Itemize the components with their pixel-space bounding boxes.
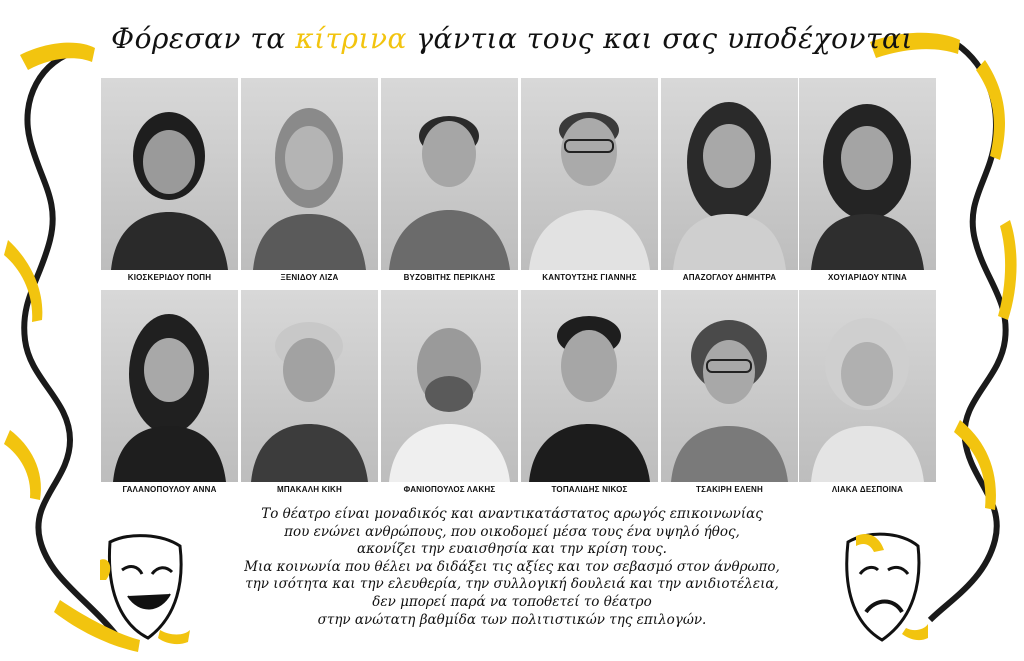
person-photo bbox=[799, 290, 936, 482]
tragedy-mask-icon bbox=[836, 528, 928, 646]
portrait-icon bbox=[521, 290, 658, 482]
person-card bbox=[661, 78, 798, 282]
person-name: ΒΥΖΟΒΙΤΗΣ ΠΕΡΙΚΛΗΣ bbox=[403, 273, 496, 282]
person-card bbox=[241, 290, 378, 494]
comedy-mask-icon bbox=[100, 530, 190, 645]
portrait-icon bbox=[381, 290, 518, 482]
person-photo bbox=[101, 78, 238, 270]
person-photo bbox=[241, 290, 378, 482]
person-card bbox=[521, 78, 658, 282]
person-card bbox=[241, 78, 378, 282]
ribbon-left-yellow-low bbox=[4, 430, 41, 500]
quote-line: δεν μπορεί παρά να τοποθετεί το θέατρο bbox=[372, 593, 652, 610]
portrait-icon bbox=[799, 78, 936, 270]
title-after: γάντια τους και σας υποδέχονται bbox=[416, 22, 913, 55]
person-name: ΦΑΝΙΟΠΟΥΛΟΣ ΛΑΚΗΣ bbox=[403, 485, 496, 494]
person-photo bbox=[521, 78, 658, 270]
quote-line: Μια κοινωνία που θέλει να διδάξει τις αξίες και τον σεβασμό στον άνθρωπο, bbox=[244, 558, 780, 575]
person-photo bbox=[521, 290, 658, 482]
quote-text bbox=[190, 506, 834, 629]
quote-line: Το θέατρο είναι μοναδικός και αναντικατάστατος αρωγός επικοινωνίας bbox=[261, 506, 763, 522]
people-grid bbox=[101, 78, 936, 498]
portrait-icon bbox=[799, 290, 936, 482]
person-photo bbox=[661, 78, 798, 270]
ribbon-right-yellow-mid2 bbox=[998, 220, 1017, 320]
portrait-icon bbox=[101, 78, 238, 270]
portrait-icon bbox=[661, 78, 798, 270]
title-highlight: κίτρινα bbox=[295, 22, 407, 55]
person-photo bbox=[799, 78, 936, 270]
portrait-icon bbox=[661, 290, 798, 482]
person-card bbox=[521, 290, 658, 494]
person-name: ΚΙΟΣΚΕΡΙΔΟΥ ΠΟΠΗ bbox=[127, 273, 212, 282]
person-card bbox=[799, 78, 936, 282]
ribbon-right-yellow-mid1 bbox=[976, 60, 1005, 160]
page-title bbox=[0, 22, 1024, 55]
quote-line: την ισότητα και την ελευθερία, την συλλογική δουλειά και την ανιδιοτέλεια, bbox=[245, 576, 779, 593]
person-card bbox=[101, 290, 238, 494]
quote-line: ακονίζει την ευαισθησία και την κρίση τους. bbox=[357, 541, 667, 558]
person-card bbox=[101, 78, 238, 282]
person-card bbox=[381, 78, 518, 282]
person-photo bbox=[381, 290, 518, 482]
person-name: ΤΣΑΚΙΡΗ ΕΛΕΝΗ bbox=[696, 485, 763, 494]
person-card bbox=[799, 290, 936, 494]
person-name: ΞΕΝΙΔΟΥ ΛΙΖΑ bbox=[280, 273, 339, 282]
person-name: ΛΙΑΚΑ ΔΕΣΠΟΙΝΑ bbox=[831, 485, 904, 494]
portrait-icon bbox=[101, 290, 238, 482]
person-name: ΜΠΑΚΑΛΗ ΚΙΚΗ bbox=[276, 485, 343, 494]
portrait-icon bbox=[381, 78, 518, 270]
portrait-icon bbox=[241, 290, 378, 482]
portrait-icon bbox=[521, 78, 658, 270]
person-card bbox=[661, 290, 798, 494]
person-photo bbox=[241, 78, 378, 270]
person-photo bbox=[661, 290, 798, 482]
person-photo bbox=[381, 78, 518, 270]
quote-line: στην ανώτατη βαθμίδα των πολιτιστικών της επιλογών. bbox=[317, 611, 707, 628]
title-before: Φόρεσαν τα bbox=[111, 22, 286, 55]
person-name: ΑΠΑΖΟΓΛΟΥ ΔΗΜΗΤΡΑ bbox=[682, 273, 777, 282]
person-name: ΚΑΝΤΟΥΤΣΗΣ ΓΙΑΝΝΗΣ bbox=[542, 273, 637, 282]
person-name: ΧΟΥΙΑΡΙΔΟΥ ΝΤΙΝΑ bbox=[828, 273, 907, 282]
person-card bbox=[381, 290, 518, 494]
portrait-icon bbox=[241, 78, 378, 270]
person-photo bbox=[101, 290, 238, 482]
quote-line: που ενώνει ανθρώπους, που οικοδομεί μέσα τους ένα υψηλό ήθος, bbox=[284, 523, 740, 540]
person-name: ΤΟΠΑΛΙΔΗΣ ΝΙΚΟΣ bbox=[551, 485, 628, 494]
person-name: ΓΑΛΑΝΟΠΟΥΛΟΥ ΑΝΝΑ bbox=[122, 485, 217, 494]
